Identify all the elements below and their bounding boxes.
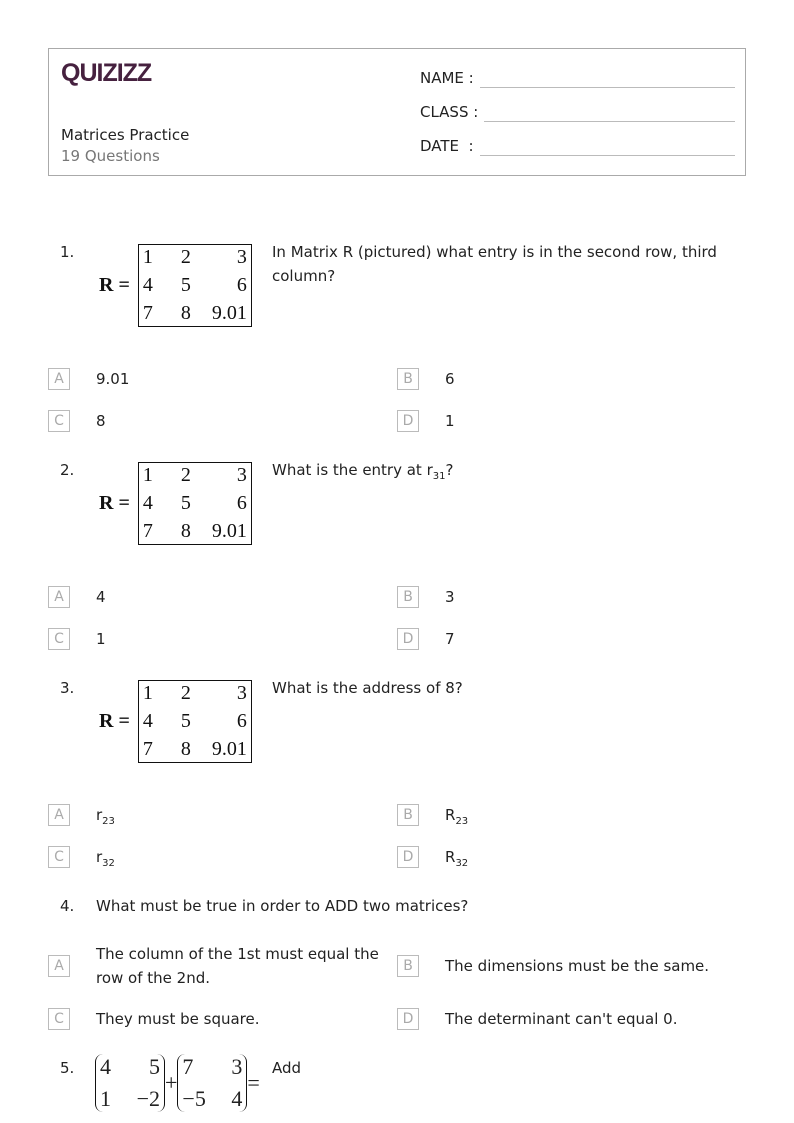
matrix-entry: 9.01 bbox=[211, 738, 247, 760]
matrix-entry: 3 bbox=[236, 682, 247, 704]
question-number: 3. bbox=[60, 679, 75, 697]
matrix-entry: 6 bbox=[236, 710, 247, 732]
option-letter[interactable]: C bbox=[48, 628, 70, 650]
name-label: NAME : bbox=[420, 69, 474, 87]
option-text[interactable]: They must be square. bbox=[96, 1010, 260, 1028]
matrix-entry: 2 bbox=[180, 246, 191, 268]
option-letter[interactable]: D bbox=[397, 846, 419, 868]
name-field[interactable] bbox=[420, 69, 735, 88]
name-line[interactable] bbox=[480, 69, 735, 88]
matrix-1: 4 5 1 −2 bbox=[95, 1054, 165, 1112]
worksheet-header bbox=[48, 48, 746, 176]
matrix-entry: 8 bbox=[180, 520, 191, 542]
matrix-entry: 8 bbox=[180, 302, 191, 324]
option-text[interactable]: 8 bbox=[96, 412, 106, 430]
matrix-entry: 4 bbox=[142, 492, 153, 514]
equals-sign: = bbox=[247, 1070, 260, 1095]
option-text[interactable]: The determinant can't equal 0. bbox=[445, 1010, 678, 1028]
matrix-entry: 3 bbox=[236, 464, 247, 486]
option-text[interactable]: $R_{32}$ bbox=[445, 848, 469, 869]
class-label: CLASS : bbox=[420, 103, 479, 121]
matrix-entry: 6 bbox=[236, 274, 247, 296]
matrix-entry: 5 bbox=[180, 492, 191, 514]
matrix-entry: 5 bbox=[180, 710, 191, 732]
option-text[interactable]: 3 bbox=[445, 588, 455, 606]
option-text[interactable]: The column of the 1st must equal the row of the 2nd. bbox=[96, 945, 379, 987]
matrix-label: R = bbox=[99, 710, 130, 732]
matrix-entry: 9.01 bbox=[211, 302, 247, 324]
option-letter[interactable]: B bbox=[397, 586, 419, 608]
option-letter[interactable]: A bbox=[48, 586, 70, 608]
option-text[interactable]: $R_{23}$ bbox=[445, 806, 469, 827]
question-text: What is the entry at $r_{31}$? bbox=[272, 461, 454, 482]
matrix-grid bbox=[138, 462, 252, 545]
option-text[interactable]: The dimensions must be the same. bbox=[445, 957, 710, 975]
option-letter[interactable]: C bbox=[48, 410, 70, 432]
question-number: 1. bbox=[60, 243, 75, 261]
date-field[interactable] bbox=[420, 137, 735, 156]
option-text[interactable]: 7 bbox=[445, 630, 455, 648]
option-letter[interactable]: C bbox=[48, 846, 70, 868]
option-letter[interactable]: A bbox=[48, 955, 70, 977]
class-line[interactable] bbox=[484, 103, 735, 122]
matrix-grid bbox=[138, 680, 252, 763]
option-letter[interactable]: D bbox=[397, 1008, 419, 1030]
option-text[interactable]: 6 bbox=[445, 370, 455, 388]
matrix-entry: 3 bbox=[236, 246, 247, 268]
option-letter[interactable]: A bbox=[48, 804, 70, 826]
matrix-entry: 5 bbox=[180, 274, 191, 296]
matrix-grid bbox=[138, 244, 252, 327]
option-text[interactable]: $r_{32}$ bbox=[96, 848, 115, 869]
date-line[interactable] bbox=[480, 137, 735, 156]
option-letter[interactable]: B bbox=[397, 368, 419, 390]
question-text: What is the address of 8? bbox=[272, 679, 463, 697]
matrix-entry: 7 bbox=[142, 738, 153, 760]
option-text[interactable]: 1 bbox=[445, 412, 455, 430]
option-letter[interactable]: D bbox=[397, 410, 419, 432]
matrix-label: R = bbox=[99, 492, 130, 514]
question-number: 2. bbox=[60, 461, 75, 479]
worksheet-title: Matrices Practice bbox=[61, 126, 190, 144]
option-letter[interactable]: C bbox=[48, 1008, 70, 1030]
question-text: What must be true in order to ADD two matrices? bbox=[96, 897, 469, 915]
option-letter[interactable]: D bbox=[397, 628, 419, 650]
option-text[interactable]: $r_{23}$ bbox=[96, 806, 115, 827]
option-text[interactable]: 9.01 bbox=[96, 370, 130, 388]
matrix-entry: 6 bbox=[236, 492, 247, 514]
matrix-entry: 7 bbox=[142, 302, 153, 324]
matrix-entry: 4 bbox=[142, 710, 153, 732]
matrix-entry: 1 bbox=[142, 682, 153, 704]
matrix-entry: 8 bbox=[180, 738, 191, 760]
question-count: 19 Questions bbox=[61, 147, 160, 165]
question-number: 5. bbox=[60, 1059, 75, 1077]
matrix-2: 7 3 −5 4 bbox=[177, 1054, 247, 1112]
option-text[interactable]: 4 bbox=[96, 588, 106, 606]
matrix-r-image bbox=[99, 462, 252, 545]
plus-sign: + bbox=[165, 1070, 178, 1095]
matrix-addition-image bbox=[95, 1054, 260, 1112]
option-letter[interactable]: A bbox=[48, 368, 70, 390]
date-label: DATE : bbox=[420, 137, 474, 155]
matrix-entry: 9.01 bbox=[211, 520, 247, 542]
matrix-entry: 2 bbox=[180, 682, 191, 704]
question-text: In Matrix R (pictured) what entry is in the second row, third column? bbox=[272, 243, 717, 285]
option-letter[interactable]: B bbox=[397, 804, 419, 826]
option-letter[interactable]: B bbox=[397, 955, 419, 977]
matrix-entry: 1 bbox=[142, 246, 153, 268]
quizizz-logo: QUIZIZZ bbox=[61, 59, 152, 87]
matrix-entry: 7 bbox=[142, 520, 153, 542]
matrix-label: R = bbox=[99, 274, 130, 296]
option-text[interactable]: 1 bbox=[96, 630, 106, 648]
matrix-entry: 1 bbox=[142, 464, 153, 486]
matrix-r-image bbox=[99, 680, 252, 763]
question-text: Add bbox=[272, 1059, 302, 1077]
matrix-entry: 2 bbox=[180, 464, 191, 486]
question-number: 4. bbox=[60, 897, 75, 915]
class-field[interactable] bbox=[420, 103, 735, 122]
matrix-entry: 4 bbox=[142, 274, 153, 296]
matrix-r-image bbox=[99, 244, 252, 327]
